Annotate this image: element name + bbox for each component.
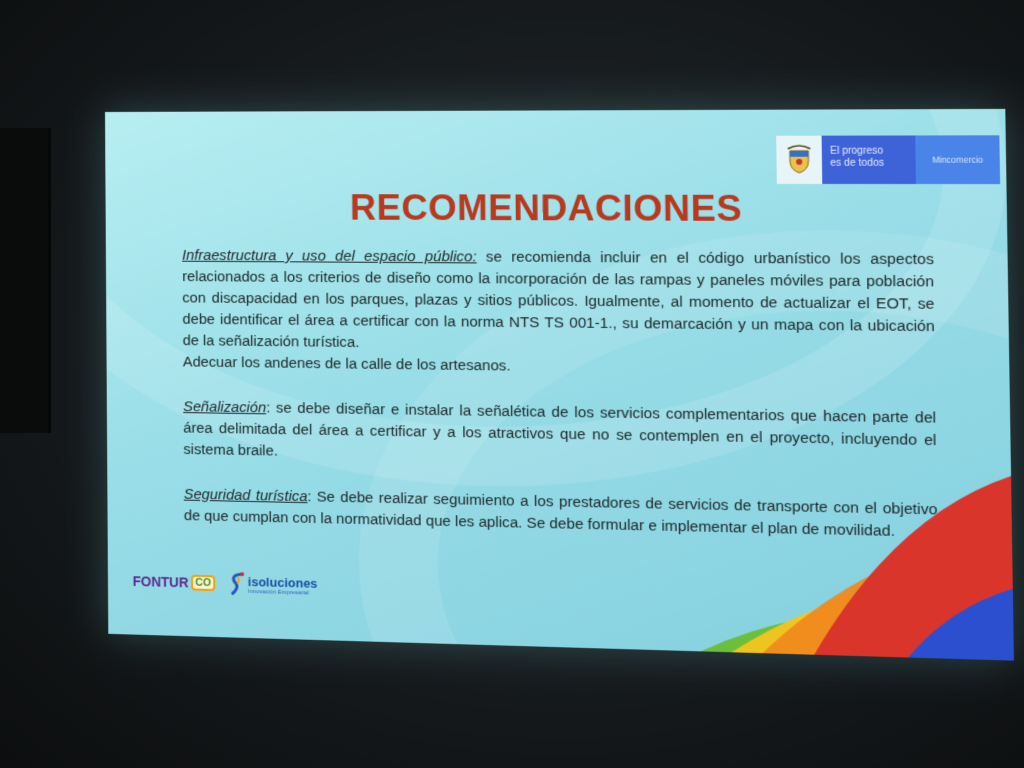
fontur-name: FONTUR [132,573,189,591]
paragraph-text: : se debe diseñar e instalar la señalética de los servicios complementarios que hacen parte del área delimitada del área a certificar y a los atractivos que no se contemplen en el proyecto, incluyendo el sistema braile. [183,399,937,460]
isoluciones-logo [228,571,317,599]
projected-slide [105,109,1014,661]
paragraph-text: : Se debe realizar seguimiento a los prestadores de servicios de transporte con el objetivo de que cumplan con la normatividad que les aplica. Se debe formular e implementar el plan de movilidad. [183,488,938,540]
ministry-label: Mincomercio [915,135,1000,184]
paragraph-text: se recomienda incluir en el código urbanístico los aspectos relacionados a los criterios de diseño como la incorporación de las rampas y paneles móviles para población con discapacidad en los parques, plazas y sitios públicos. Igualmente, al momento de actualizar el EOT, se debe identificar el área a certificar con la norma NTS TS 001-1., su demarcación y un mapa con la ubicación de la señalización turística. [182,248,935,351]
footer-logos [133,568,318,598]
paragraph-lead: Señalización [183,398,267,417]
colombia-badge: CO [191,575,215,591]
isoluciones-mark-icon [228,571,246,597]
paragraph-lead: Seguridad turística [183,485,308,506]
coat-of-arms-icon [776,136,822,184]
fontur-logo [133,573,215,591]
slide-title: RECOMENDACIONES [349,187,743,229]
decorative-corner-waves [637,449,1014,661]
paragraph-extra: Adecuar los andenes de la calle de los artesanos. [182,353,511,375]
slogan-line-2: es de todos [830,157,885,169]
paragraph-lead: Infraestructura y uso del espacio público: [182,247,477,266]
government-slogan [822,135,916,184]
slogan-line-1: El progreso [830,145,884,157]
isoluciones-tagline: Innovación Empresarial [247,588,309,597]
paragraph-infrastructure [182,245,935,360]
isoluciones-name: isoluciones [247,573,318,591]
government-logo-bar [776,135,1000,184]
